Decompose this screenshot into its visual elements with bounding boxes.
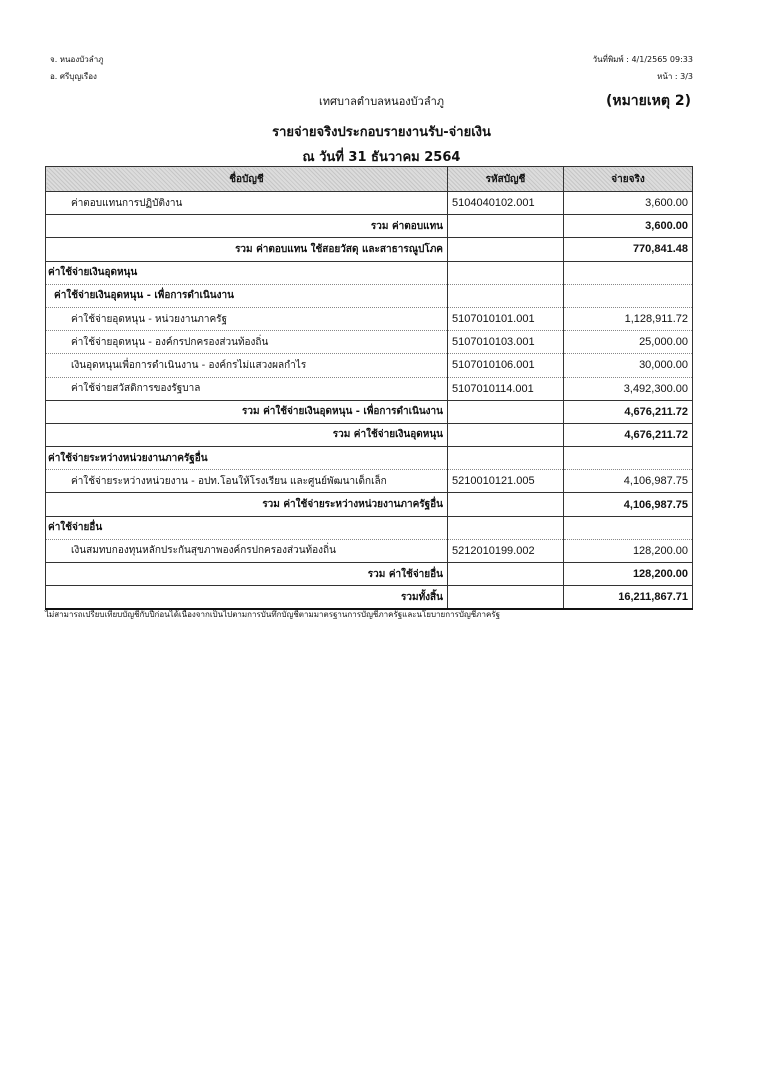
account-code-cell: [448, 586, 564, 610]
account-code-cell: 5107010103.001: [448, 331, 564, 354]
note-reference: (หมายเหตุ 2): [605, 93, 691, 109]
table-header-row: [46, 167, 693, 192]
amount-cell: 128,200.00: [564, 563, 693, 586]
account-name-cell: ค่าใช้จ่ายอื่น: [46, 516, 448, 539]
table-row: [46, 470, 693, 493]
table-row: [46, 516, 693, 539]
amount-cell: 3,600.00: [564, 192, 693, 215]
account-code-cell: [448, 423, 564, 446]
account-code-cell: [448, 563, 564, 586]
account-code-cell: 5107010114.001: [448, 377, 564, 400]
amount-cell: [564, 284, 693, 307]
account-name-cell: เงินอุดหนุนเพื่อการดำเนินงาน - องค์กรไม่แสวงผลกำไร: [46, 354, 448, 377]
account-name-cell: ค่าใช้จ่ายเงินอุดหนุน - เพื่อการดำเนินงาน: [46, 284, 448, 307]
table-row: [46, 192, 693, 215]
table-row: [46, 238, 693, 261]
account-code-cell: [448, 261, 564, 284]
table-row: [46, 307, 693, 330]
amount-cell: 1,128,911.72: [564, 307, 693, 330]
account-name-cell: รวม ค่าใช้จ่ายเงินอุดหนุน: [46, 423, 448, 446]
table-row: [46, 331, 693, 354]
table-row: [46, 215, 693, 238]
account-name-cell: ค่าใช้จ่ายอุดหนุน - องค์กรปกครองส่วนท้องถิ่น: [46, 331, 448, 354]
table-row: [46, 539, 693, 562]
account-code-cell: [448, 447, 564, 470]
amount-cell: 128,200.00: [564, 539, 693, 562]
account-name-cell: ค่าใช้จ่ายระหว่างหน่วยงาน - อปท.โอนให้โรงเรียน และศูนย์พัฒนาเด็กเล็ก: [46, 470, 448, 493]
table-row: [46, 447, 693, 470]
amount-cell: 30,000.00: [564, 354, 693, 377]
organization-name: เทศบาลตำบลหนองบัวลำภู: [318, 95, 444, 108]
amount-cell: [564, 447, 693, 470]
account-name-cell: เงินสมทบกองทุนหลักประกันสุขภาพองค์กรปกครองส่วนท้องถิ่น: [46, 539, 448, 562]
amount-cell: [564, 261, 693, 284]
table-row: [46, 586, 693, 610]
table-row: [46, 354, 693, 377]
amount-cell: 3,600.00: [564, 215, 693, 238]
page-number: หน้า : 3/3: [657, 72, 693, 81]
account-name-cell: ค่าใช้จ่ายอุดหนุน - หน่วยงานภาครัฐ: [46, 307, 448, 330]
account-code-cell: 5104040102.001: [448, 192, 564, 215]
district-label: อ. ศรีบุญเรือง: [50, 72, 97, 81]
amount-cell: 25,000.00: [564, 331, 693, 354]
account-code-cell: 5107010106.001: [448, 354, 564, 377]
printed-at: วันที่พิมพ์ : 4/1/2565 09:33: [592, 55, 693, 64]
footnote: ไม่สามารถเปรียบเทียบบัญชีกับปีก่อนได้เนื่องจากเป็นไปตามการบันทึกบัญชีตามมาตรฐานการบัญชีภาครัฐและนโยบายการบัญชีภาครัฐ: [45, 610, 501, 619]
report-title: รายจ่ายจริงประกอบรายงานรับ-จ่ายเงิน: [272, 125, 491, 140]
expenditure-table: [45, 166, 693, 610]
amount-cell: 4,106,987.75: [564, 493, 693, 516]
amount-cell: 770,841.48: [564, 238, 693, 261]
column-header-account-code: รหัสบัญชี: [448, 167, 564, 192]
account-code-cell: [448, 238, 564, 261]
account-name-cell: รวม ค่าใช้จ่ายเงินอุดหนุน - เพื่อการดำเนินงาน: [46, 400, 448, 423]
account-code-cell: [448, 215, 564, 238]
account-code-cell: [448, 400, 564, 423]
account-name-cell: ค่าใช้จ่ายสวัสดิการของรัฐบาล: [46, 377, 448, 400]
account-name-cell: ค่าใช้จ่ายระหว่างหน่วยงานภาครัฐอื่น: [46, 447, 448, 470]
account-name-cell: รวม ค่าใช้จ่ายอื่น: [46, 563, 448, 586]
table-row: [46, 563, 693, 586]
account-name-cell: ค่าตอบแทนการปฏิบัติงาน: [46, 192, 448, 215]
column-header-account-name: ชื่อบัญชี: [46, 167, 448, 192]
table-row: [46, 493, 693, 516]
amount-cell: 4,106,987.75: [564, 470, 693, 493]
account-code-cell: [448, 284, 564, 307]
province-label: จ. หนองบัวลำภู: [50, 55, 104, 64]
account-name-cell: รวม ค่าตอบแทน ใช้สอยวัสดุ และสาธารณูปโภค: [46, 238, 448, 261]
table-row: [46, 261, 693, 284]
amount-cell: 16,211,867.71: [564, 586, 693, 610]
amount-cell: [564, 516, 693, 539]
amount-cell: 4,676,211.72: [564, 423, 693, 446]
account-code-cell: 5107010101.001: [448, 307, 564, 330]
account-name-cell: รวมทั้งสิ้น: [46, 586, 448, 610]
account-name-cell: รวม ค่าตอบแทน: [46, 215, 448, 238]
table-row: [46, 284, 693, 307]
table-row: [46, 400, 693, 423]
amount-cell: 4,676,211.72: [564, 400, 693, 423]
account-code-cell: [448, 493, 564, 516]
amount-cell: 3,492,300.00: [564, 377, 693, 400]
column-header-actual-paid: จ่ายจริง: [564, 167, 693, 192]
table-row: [46, 423, 693, 446]
report-date: ณ วันที่ 31 ธันวาคม 2564: [302, 150, 461, 165]
account-code-cell: 5212010199.002: [448, 539, 564, 562]
account-name-cell: รวม ค่าใช้จ่ายระหว่างหน่วยงานภาครัฐอื่น: [46, 493, 448, 516]
account-name-cell: ค่าใช้จ่ายเงินอุดหนุน: [46, 261, 448, 284]
account-code-cell: [448, 516, 564, 539]
table-row: [46, 377, 693, 400]
account-code-cell: 5210010121.005: [448, 470, 564, 493]
